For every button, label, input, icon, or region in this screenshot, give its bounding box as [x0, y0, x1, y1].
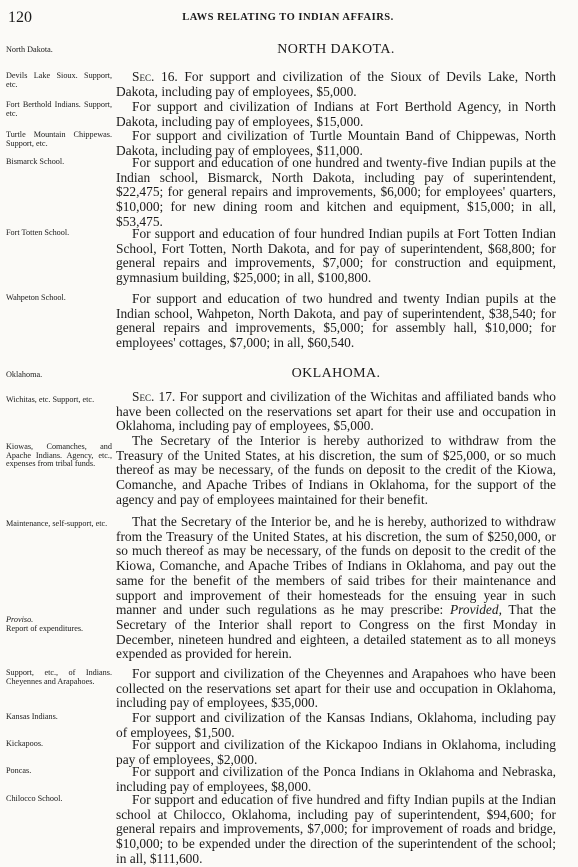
- paragraph-wahpeton: For support and education of two hundred and twenty Indian pupils at the Indian school, Wahpeton, North Dakota, and pay of superintendent, $38,540; for general repairs and improvements, $5,000; for assembly hall, $10,000; for employees' cottages, $7,000; in all, $60,540.: [116, 291, 556, 351]
- paragraph-kickapoos: For support and civilization of the Kickapoo Indians in Oklahoma, including pay of employees, $2,000.: [116, 737, 556, 767]
- margin-note: Maintenance, self-support, etc.: [6, 519, 108, 528]
- paragraph-fort-berthold: For support and civilization of Indians at Fort Berthold Agency, in North Dakota, including pay of employees, $15,000.: [116, 99, 556, 129]
- margin-note: Wahpeton School.: [6, 293, 66, 302]
- margin-note-proviso: Proviso. Report of expenditures.: [6, 615, 84, 633]
- margin-note: Kiowas, Comanches, and Apache Indians. Agency, etc., expenses from tribal funds.: [6, 442, 112, 469]
- margin-note: Devils Lake Sioux. Support, etc.: [6, 71, 112, 89]
- margin-note: Fort Totten School.: [6, 228, 70, 237]
- paragraph-fort-totten: For support and education of four hundred Indian pupils at Fort Totten Indian School, Fort Totten, North Dakota, and for pay of superintendent, $68,800; for general repairs and improvements, $7,000; for construction and equipment, gymnasium building, $25,000; in all, $100,800.: [116, 226, 556, 286]
- paragraph-turtle-mountain: For support and civilization of Turtle Mountain Band of Chippewas, North Dakota, including pay of employees, $11,000.: [116, 128, 556, 158]
- paragraph-poncas: For support and civilization of the Ponca Indians in Oklahoma and Nebraska, including pay of employees, $8,000.: [116, 764, 556, 794]
- margin-note: Kansas Indians.: [6, 712, 58, 721]
- paragraph-wichitas: Sec. 17. For support and civilization of the Wichitas and affiliated bands who have been collected on the reservations set apart for their use and occupation in Oklahoma, including pay of employees, $5,000.: [116, 389, 556, 434]
- section-number: Sec. 16.: [132, 69, 178, 84]
- paragraph-maintenance: That the Secretary of the Interior be, and he is hereby, authorized to withdraw from the Treasury of the United States, at his discretion, the sum of $250,000, or so much thereof as may be necessary, of the funds on deposit to the credit of the Kiowa, Comanche, and Apache Tribes of Indians in Oklahoma, and pay out the same for the benefit of the members of said tribes for their maintenance and support and improvement of their homesteads for the ensuing year in such manner and under such regulations as he may prescribe: Provided, That the Secretary of the Interior shall report to Congress on the first Monday in December, nineteen hundred and eighteen, a detailed statement as to all moneys expended as provided for herein.: [116, 514, 556, 662]
- running-title: LAWS RELATING TO INDIAN AFFAIRS.: [182, 12, 394, 23]
- paragraph-bismarck: For support and education of one hundred and twenty-five Indian pupils at the Indian school, Bismarck, North Dakota, including pay of superintendent, $22,475; for general repairs and improvements, $6,000; for employees' quarters, $10,000; for new dining room and kitchen and equipment, $15,000; in all, $53,475.: [116, 155, 556, 229]
- section-heading-north-dakota: NORTH DAKOTA.: [277, 42, 395, 57]
- margin-note: Chilocco School.: [6, 794, 63, 803]
- paragraph-kiowa-agency: The Secretary of the Interior is hereby authorized to withdraw from the Treasury of the United States, at his discretion, the sum of $25,000, or so much thereof as may be necessary, of the funds on deposit to the credit of the Kiowa, Comanche, and Apache Tribes of Indians in Oklahoma, for the support of the agency and pay of employees maintained for their benefit.: [116, 433, 556, 507]
- paragraph-cheyennes: For support and civilization of the Cheyennes and Arapahoes who have been collected on the reservations set apart for their use and occupation in Oklahoma, including pay of employees, $35,000.: [116, 666, 556, 711]
- paragraph-kansas: For support and civilization of the Kansas Indians, Oklahoma, including pay of employees, $1,500.: [116, 710, 556, 740]
- margin-note: Support, etc., of Indians. Cheyennes and Arapahoes.: [6, 668, 112, 686]
- section-number: Sec. 17.: [132, 389, 176, 404]
- paragraph-devils-lake: Sec. 16. For support and civilization of the Sioux of Devils Lake, North Dakota, including pay of employees, $5,000.: [116, 69, 556, 99]
- margin-note: Turtle Mountain Chippewas. Support, etc.: [6, 130, 112, 148]
- proviso-label: Provided,: [449, 602, 502, 618]
- section-heading-oklahoma: OKLAHOMA.: [291, 366, 381, 381]
- margin-note: Poncas.: [6, 766, 32, 775]
- paragraph-chilocco: For support and education of five hundred and fifty Indian pupils at the Indian school at Chilocco, Oklahoma, including pay of superintendent, $94,600; for general repairs and improvements, $7,000; for improvement of roads and bridge, $10,000; to be expended under the direction of the superintendent of the school; in all, $111,600.: [116, 792, 556, 866]
- margin-note-oklahoma: Oklahoma.: [6, 370, 43, 379]
- margin-note: Fort Berthold Indians. Support, etc.: [6, 100, 112, 118]
- page-number: 120: [8, 9, 32, 26]
- margin-note: Bismarck School.: [6, 157, 65, 166]
- margin-note-north-dakota: North Dakota.: [6, 45, 53, 54]
- page-header: [8, 9, 568, 29]
- margin-note: Kickapoos.: [6, 739, 44, 748]
- margin-note: Wichitas, etc. Support, etc.: [6, 395, 95, 404]
